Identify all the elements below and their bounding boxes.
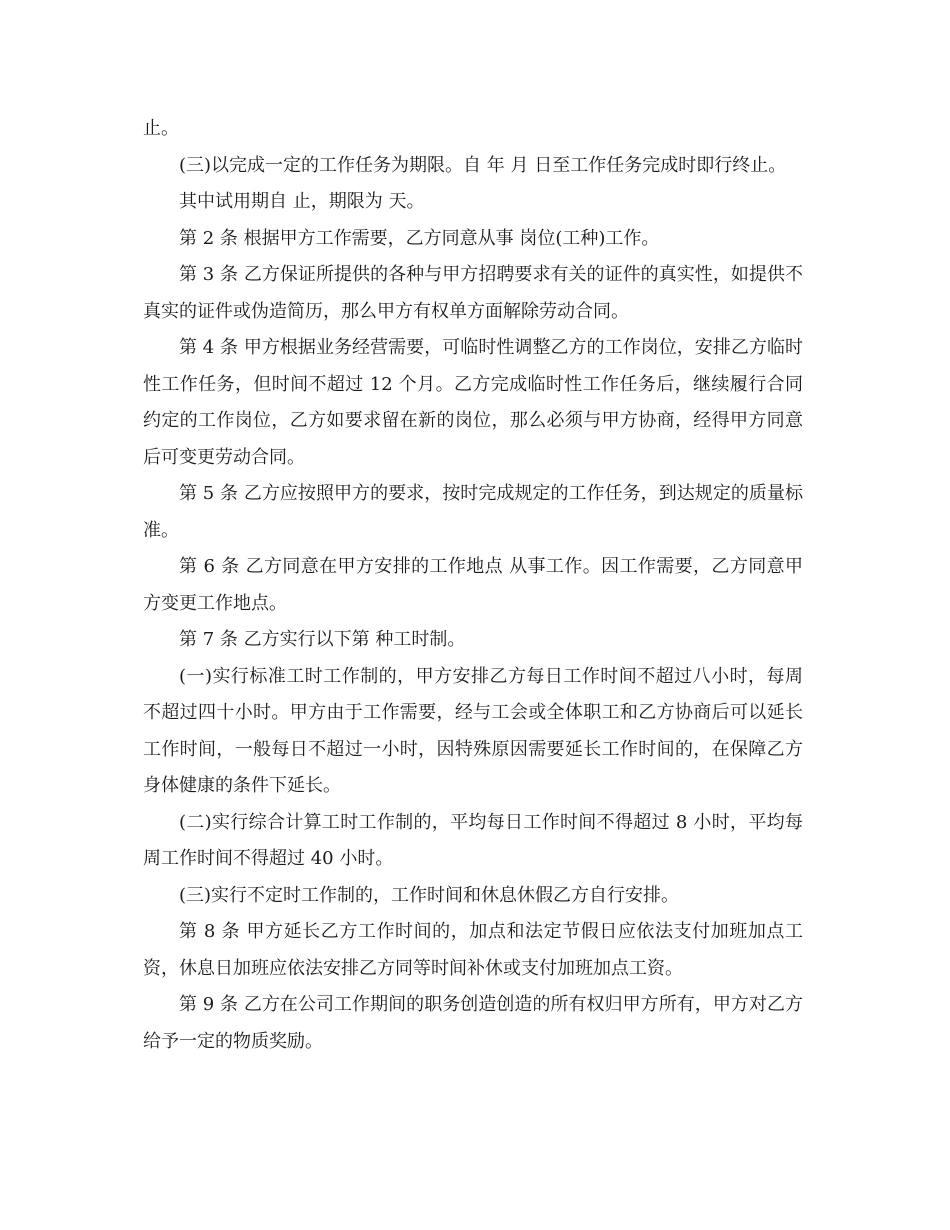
paragraph-article-6: 第 6 条 乙方同意在甲方安排的工作地点 从事工作。因工作需要，乙方同意甲方变更工作地点。: [143, 556, 803, 614]
paragraph-article-9: 第 9 条 乙方在公司工作期间的职务创造创造的所有权归甲方所有，甲方对乙方给予一定的物质奖励。: [143, 994, 803, 1052]
paragraph-hours-item-3: (三)实行不定时工作制的，工作时间和休息休假乙方自行安排。: [179, 884, 680, 906]
paragraph-probation: 其中试用期自 止，期限为 天。: [179, 191, 425, 212]
contract-body: [143, 111, 803, 1060]
paragraph-hours-item-2: (二)实行综合计算工时工作制的，平均每日工作时间不得超过 8 小时，平均每周工作时间不得超过 40 小时。: [143, 811, 803, 869]
paragraph-continuation: 止。: [143, 118, 179, 139]
paragraph-term-item-3: (三)以完成一定的工作任务为期限。自 年 月 日至工作任务完成时即行终止。: [179, 154, 787, 176]
paragraph-article-5: 第 5 条 乙方应按照甲方的要求，按时完成规定的工作任务，到达规定的质量标准。: [143, 483, 803, 541]
paragraph-article-8: 第 8 条 甲方延长乙方工作时间的，加点和法定节假日应依法支付加班加点工资，休息日加班应依法安排乙方同等时间补休或支付加班加点工资。: [143, 921, 803, 979]
paragraph-article-4: 第 4 条 甲方根据业务经营需要，可临时性调整乙方的工作岗位，安排乙方临时性工作任务，但时间不超过 12 个月。乙方完成临时性工作任务后，继续履行合同约定的工作岗位，乙方如要求留在新的岗位，那么必须与甲方协商，经得甲方同意后可变更劳动合同。: [143, 337, 803, 468]
paragraph-hours-item-1: (一)实行标准工时工作制的，甲方安排乙方每日工作时间不超过八小时，每周不超过四十小时。甲方由于工作需要，经与工会或全体职工和乙方协商后可以延长工作时间，一般每日不超过一小时，因特殊原因需要延长工作时间的，在保障乙方身体健康的条件下延长。: [143, 665, 803, 796]
paragraph-article-3: 第 3 条 乙方保证所提供的各种与甲方招聘要求有关的证件的真实性，如提供不真实的证件或伪造简历，那么甲方有权单方面解除劳动合同。: [143, 264, 803, 322]
paragraph-article-2: 第 2 条 根据甲方工作需要，乙方同意从事 岗位(工种)工作。: [179, 227, 660, 249]
paragraph-article-7: 第 7 条 乙方实行以下第 种工时制。: [179, 629, 466, 650]
